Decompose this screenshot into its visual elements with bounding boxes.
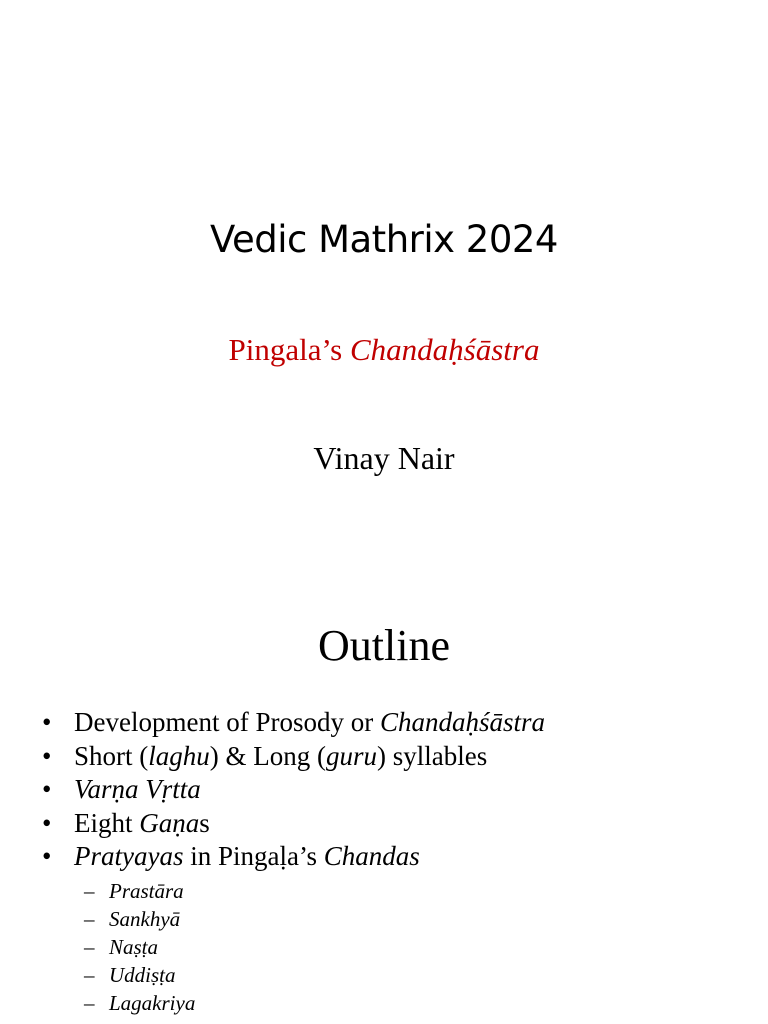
sub-glyph: – bbox=[84, 991, 95, 1015]
bullet-italic: Varṇa Vṛtta bbox=[74, 774, 201, 804]
bullet-italic: Pratyayas bbox=[74, 841, 184, 871]
bullet-glyph: • bbox=[42, 774, 52, 804]
bullet-text: Short ( bbox=[74, 740, 149, 771]
sub-text: Naṣṭa bbox=[109, 935, 159, 959]
sub-item bbox=[84, 905, 195, 933]
bullet-item bbox=[42, 706, 545, 740]
bullet-glyph: • bbox=[42, 740, 52, 771]
author-name: Vinay Nair bbox=[313, 440, 455, 476]
bullet-item bbox=[42, 740, 545, 774]
slide-subtitle bbox=[0, 332, 768, 368]
bullet-glyph: • bbox=[42, 841, 52, 871]
sub-text: Sankhyā bbox=[109, 907, 181, 931]
sub-list bbox=[84, 877, 195, 1017]
sub-glyph: – bbox=[84, 879, 95, 903]
outline-slide bbox=[0, 576, 768, 1024]
outline-heading: Outline bbox=[318, 621, 450, 670]
bullet-item bbox=[42, 807, 545, 841]
sub-item bbox=[84, 989, 195, 1017]
bullet-text: ) & Long ( bbox=[209, 740, 326, 771]
sub-item bbox=[84, 961, 195, 989]
slide-title: Vedic Mathrix 2024 bbox=[210, 218, 558, 261]
bullet-item bbox=[42, 840, 545, 874]
bullet-italic: Chandas bbox=[323, 841, 420, 871]
bullet-text: in Pingaḷa’s bbox=[183, 841, 324, 871]
subtitle-italic: Chandaḥśāstra bbox=[349, 332, 540, 367]
bullet-glyph: • bbox=[42, 707, 52, 737]
bullet-glyph: • bbox=[42, 807, 52, 838]
bullet-italic: guru bbox=[326, 740, 378, 771]
bullet-italic: Chandaḥśāstra bbox=[379, 707, 545, 737]
sub-item bbox=[84, 933, 195, 961]
bullet-item bbox=[42, 773, 545, 807]
subtitle-text: Pingala’s bbox=[228, 332, 350, 367]
sub-glyph: – bbox=[84, 935, 95, 959]
bullet-text: Eight bbox=[74, 807, 140, 838]
bullet-list bbox=[42, 706, 545, 874]
sub-item bbox=[84, 877, 195, 905]
sub-text: Uddiṣṭa bbox=[109, 963, 176, 987]
bullet-italic: laghu bbox=[148, 740, 210, 771]
sub-text: Lagakriya bbox=[109, 991, 196, 1015]
bullet-text: Development of Prosody or bbox=[74, 707, 380, 737]
bullet-italic: Gaṇa bbox=[139, 807, 200, 838]
sub-glyph: – bbox=[84, 907, 95, 931]
sub-text: Prastāra bbox=[109, 879, 184, 903]
bullet-text: ) syllables bbox=[377, 740, 488, 771]
bullet-text: s bbox=[199, 807, 210, 838]
sub-glyph: – bbox=[84, 963, 95, 987]
